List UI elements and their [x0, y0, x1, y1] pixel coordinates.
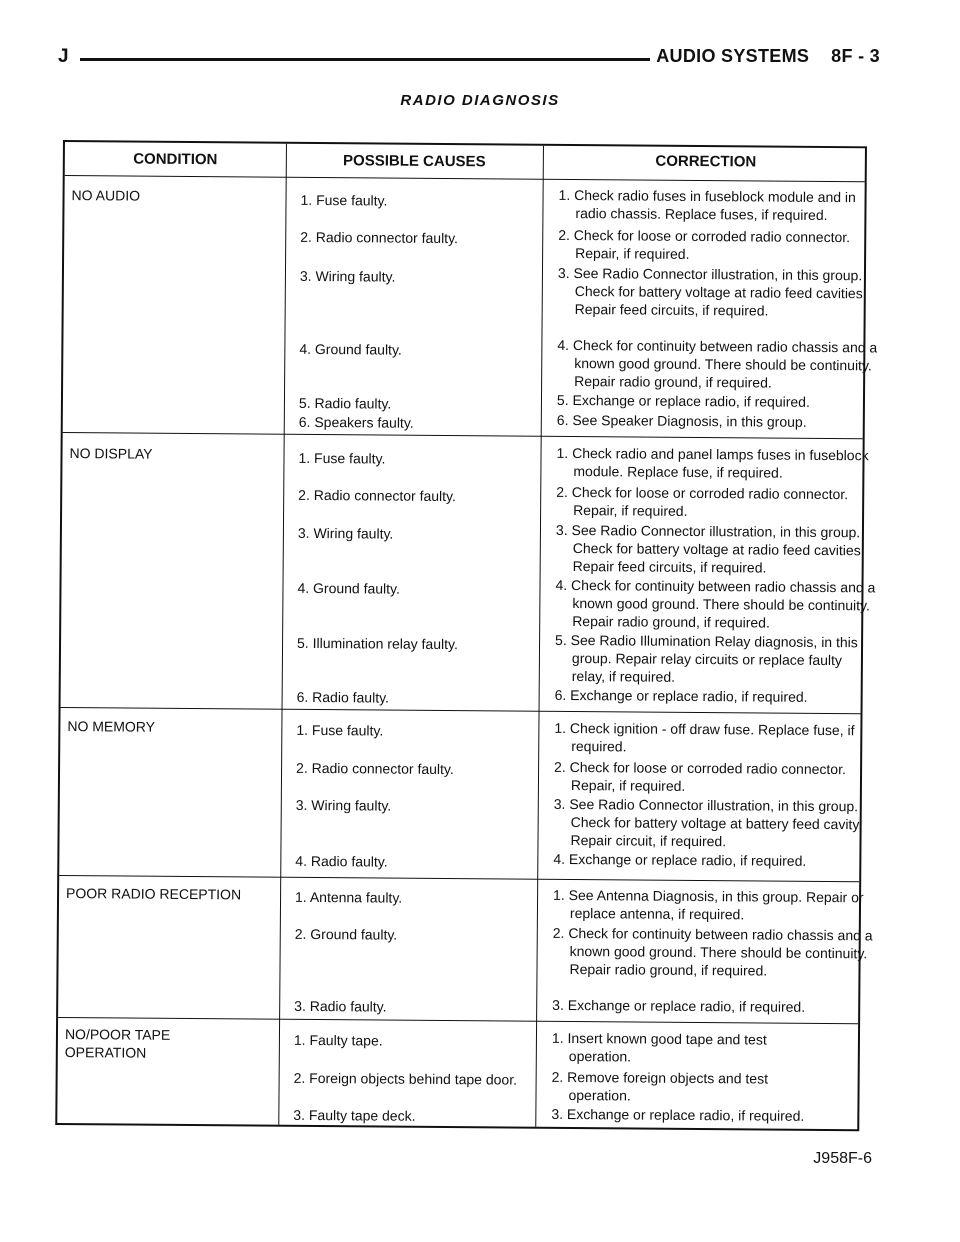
correction: 4. Check for continuity between radio chassis and a known good ground. There should be continuity. Repair radio ground, if required.: [557, 336, 878, 391]
correction: 6. Exchange or replace radio, if required.: [554, 686, 808, 705]
cause: 2. Radio connector faulty.: [296, 759, 454, 778]
cause: 5. Illumination relay faulty.: [296, 634, 458, 653]
header-divider: [65, 175, 865, 182]
cause: 4. Ground faulty.: [297, 579, 401, 597]
correction: 1. Insert known good tape and test operation.: [551, 1029, 767, 1065]
cause: 2. Foreign objects behind tape door.: [293, 1069, 518, 1088]
correction: 3. Exchange or replace radio, if required.: [552, 996, 806, 1015]
condition-no-memory: NO MEMORY: [67, 718, 156, 735]
cause: 5. Radio faulty.: [298, 394, 392, 412]
cause: 6. Radio faulty.: [296, 688, 390, 706]
header-page-number: 8F - 3: [831, 46, 880, 66]
cause: 1. Antenna faulty.: [295, 888, 403, 906]
condition-no-display: NO DISPLAY: [69, 445, 153, 462]
column-header-possible-causes: POSSIBLE CAUSES: [343, 152, 486, 171]
cause: 2. Ground faulty.: [294, 925, 398, 943]
cause: 6. Speakers faulty.: [298, 413, 414, 431]
cause: 2. Radio connector faulty.: [300, 228, 459, 247]
cause: 3. Faulty tape deck.: [293, 1106, 416, 1124]
correction: 3. See Radio Connector illustration, in this group. Check for battery voltage at battery feed cavity. Repair circuit, if required.: [553, 795, 863, 850]
column-header-correction: CORRECTION: [655, 152, 757, 171]
cause: 1. Fuse faulty.: [298, 449, 386, 467]
correction: 5. See Radio Illumination Relay diagnosis, in this group. Repair relay circuits or replace faulty relay, if required.: [555, 631, 858, 685]
row-divider: [63, 432, 863, 439]
cause: 4. Radio faulty.: [295, 852, 388, 870]
correction: 2. Check for loose or corroded radio connector. Repair, if required.: [556, 483, 849, 519]
header-rule: [80, 58, 650, 61]
correction: 1. Check ignition - off draw fuse. Replace fuse, if required.: [554, 719, 855, 755]
page-title: RADIO DIAGNOSIS: [400, 92, 560, 109]
header-letter: J: [58, 46, 69, 67]
cause: 1. Fuse faulty.: [300, 191, 388, 209]
cause: 2. Radio connector faulty.: [298, 486, 456, 505]
cause: 3. Wiring faulty.: [297, 524, 394, 542]
cause: 3. Radio faulty.: [294, 997, 387, 1015]
correction: 2. Check for loose or corroded radio connector. Repair, if required.: [554, 758, 846, 794]
condition-poor-radio-reception: POOR RADIO RECEPTION: [66, 885, 242, 903]
page-header: [58, 44, 880, 70]
correction: 2. Remove foreign objects and test operation.: [551, 1068, 769, 1104]
row-divider: [61, 707, 861, 714]
correction: 3. Exchange or replace radio, if required.: [551, 1105, 805, 1124]
row-divider: [59, 875, 859, 882]
condition-no-audio: NO AUDIO: [71, 187, 141, 204]
correction: 4. Exchange or replace radio, if required.: [553, 850, 807, 869]
column-divider: [278, 144, 287, 1125]
header-right: [656, 46, 880, 67]
cause: 1. Faulty tape.: [293, 1031, 383, 1049]
correction: 2. Check for continuity between radio chassis and a known good ground. There should be continuity. Repair radio ground, if required.: [552, 924, 873, 979]
correction: 5. Exchange or replace radio, if required.: [556, 391, 810, 410]
correction: 6. See Speaker Diagnosis, in this group.: [556, 411, 807, 430]
column-header-condition: CONDITION: [133, 150, 218, 169]
cause: 3. Wiring faulty.: [299, 267, 396, 285]
header-section: AUDIO SYSTEMS: [656, 46, 810, 66]
correction: 2. Check for loose or corroded radio connector. Repair, if required.: [558, 226, 851, 262]
correction: 4. Check for continuity between radio chassis and a known good ground. There should be continuity. Repair radio ground, if required.: [555, 576, 876, 631]
cause: 3. Wiring faulty.: [295, 796, 392, 814]
correction: 1. See Antenna Diagnosis, in this group. Repair or replace antenna, if required.: [553, 886, 864, 923]
diagnosis-table: [55, 140, 878, 1131]
correction: 1. Check radio and panel lamps fuses in fuseblock module. Replace fuse, if required.: [556, 444, 869, 481]
correction: 3. See Radio Connector illustration, in this group. Check for battery voltage at radio feed cavities. Repair feed circuits, if required.: [555, 521, 865, 576]
condition-no-poor-tape-operation: NO/POOR TAPE OPERATION: [64, 1026, 171, 1061]
figure-reference: J958F-6: [813, 1150, 872, 1167]
correction: 1. Check radio fuses in fuseblock module and in radio chassis. Replace fuses, if required.: [558, 186, 856, 224]
cause: 4. Ground faulty.: [299, 340, 402, 358]
cause: 1. Fuse faulty.: [296, 721, 384, 739]
row-divider: [58, 1017, 858, 1024]
correction: 3. See Radio Connector illustration, in this group. Check for battery voltage at radio feed cavities. Repair feed circuits, if required.: [557, 264, 867, 319]
